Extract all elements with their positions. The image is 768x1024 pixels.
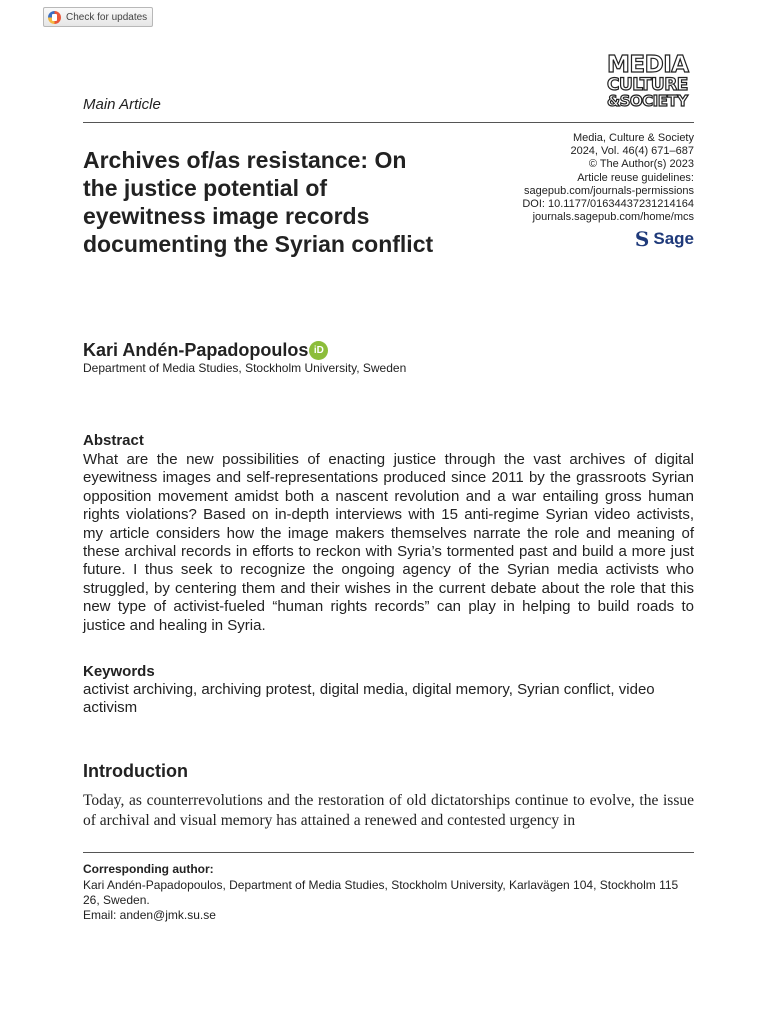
crossmark-icon <box>48 11 61 24</box>
check-for-updates-button[interactable] <box>43 7 153 27</box>
doi-link[interactable]: DOI: 10.1177/01634437231214164 <box>522 198 694 211</box>
journal-logo-line1: MEDIA <box>607 52 689 78</box>
reuse-link[interactable]: sagepub.com/journals-permissions <box>524 184 694 197</box>
journal-link[interactable]: journals.sagepub.com/home/mcs <box>532 211 694 224</box>
keywords-heading: Keywords <box>83 663 155 680</box>
introduction-text: Today, as counterrevolutions and the restoration of old dictatorships continue to evolve, the issue of archival and visual memory has attained a renewed and contested urgency in <box>83 792 694 829</box>
journal-logo <box>607 52 689 112</box>
journal-logo-line3: &SOCIETY <box>607 92 688 110</box>
article-metadata <box>522 132 694 224</box>
corresponding-author-label: Corresponding author: <box>83 862 214 876</box>
orcid-icon[interactable]: iD <box>309 341 328 360</box>
header-divider <box>83 122 694 123</box>
journal-name: Media, Culture & Society <box>572 132 694 144</box>
abstract-heading: Abstract <box>83 432 144 449</box>
corresponding-author-address: Kari Andén-Papadopoulos, Department of Media Studies, Stockholm University, Karlavägen 104, Stockholm 115 26, Sweden. <box>83 878 679 907</box>
copyright: © The Author(s) 2023 <box>588 158 694 171</box>
check-for-updates-label: Check for updates <box>66 11 148 23</box>
footnote-divider <box>83 852 694 853</box>
journal-logo-line2: CULTURE <box>607 75 688 95</box>
article-title: Archives of/as resistance: On the justice potential of eyewitness image records documenting the Syrian conflict <box>83 147 434 257</box>
introduction-heading: Introduction <box>83 761 188 781</box>
author-name: Kari Andén-Papadopoulos <box>83 340 309 360</box>
author-affiliation: Department of Media Studies, Stockholm University, Sweden <box>83 361 407 375</box>
volume-info: 2024, Vol. 46(4) 671–687 <box>570 145 694 158</box>
keywords-text: activist archiving, archiving protest, digital media, digital memory, Syrian conflict, video activism <box>83 681 655 717</box>
publisher-name: Sage <box>653 229 694 248</box>
author-line <box>83 340 328 361</box>
reuse-label: Article reuse guidelines: <box>577 171 694 184</box>
sage-icon: S <box>634 227 650 251</box>
abstract-text: What are the new possibilities of enacting justice through the vast archives of digital eyewitness images and self-representations produced since 2011 by the grassroots Syrian opposition movement amidst both a nascent revolution and a war entailing gross human rights violations? Based on in-depth interviews with 15 anti-regime Syrian video activists, my article considers how the image makers themselves narrate the role and meaning of these archival records in efforts to reckon with Syria’s tormented past and build a more just future. I thus seek to recognize the ongoing agency of the Syrian media activists who struggled, by centering them and their wishes in the current debate about the role that this new type of activist-fueled “human rights records” can play in helping to build roads to justice and healing in Syria. <box>83 451 694 634</box>
corresponding-author-email[interactable]: Email: anden@jmk.su.se <box>83 908 216 922</box>
publisher-logo <box>635 227 694 251</box>
section-label: Main Article <box>83 96 161 113</box>
